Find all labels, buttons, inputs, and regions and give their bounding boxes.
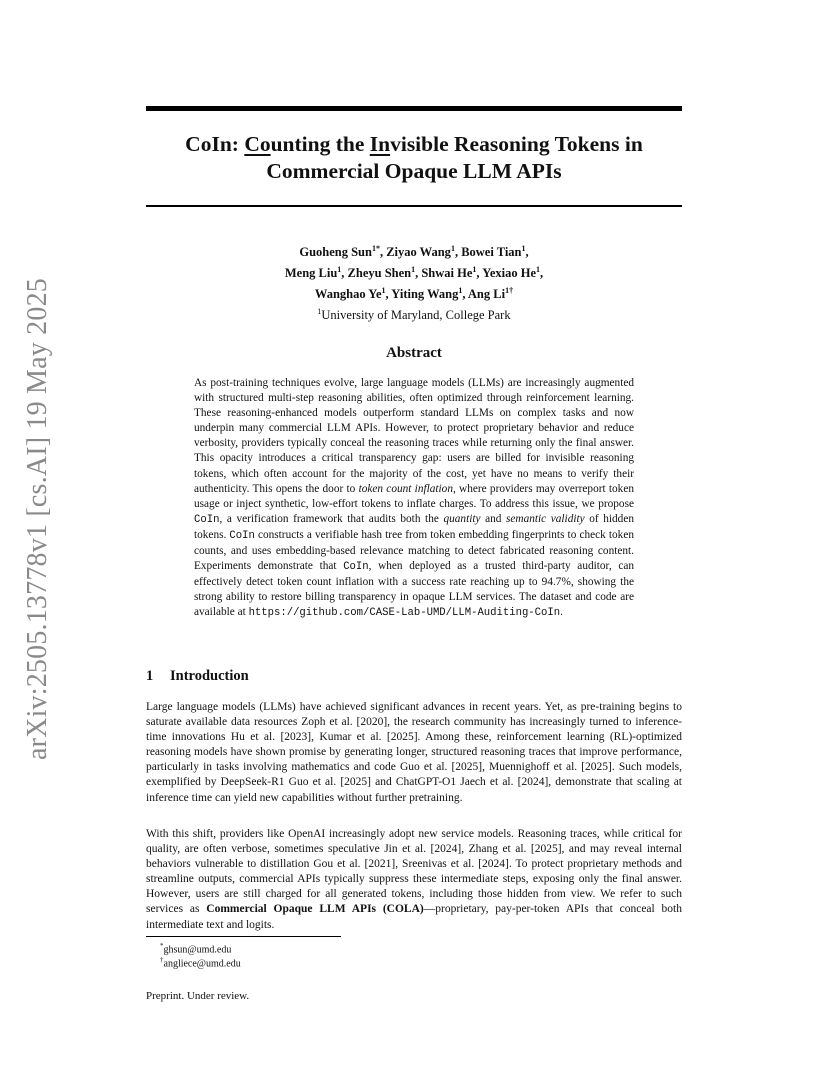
abstract-code: CoIn bbox=[194, 513, 220, 526]
author-separator: , bbox=[385, 287, 392, 302]
abstract-emphasis: quantity bbox=[443, 512, 481, 525]
footnote-rule bbox=[146, 936, 341, 937]
abstract-body bbox=[194, 376, 634, 622]
section-heading-introduction bbox=[146, 668, 249, 685]
title-line-2: Commercial Opaque LLM APIs bbox=[266, 159, 562, 183]
author-separator: , bbox=[476, 266, 483, 281]
dataset-code-link[interactable]: https://github.com/CASE-Lab-UMD/LLM-Auditing-CoIn bbox=[248, 607, 561, 620]
footnote-2 bbox=[160, 954, 241, 970]
author-name: Zheyu Shen bbox=[347, 266, 412, 281]
abstract-emphasis: semantic validity bbox=[506, 512, 585, 525]
affiliation-name: University of Maryland, College Park bbox=[321, 308, 511, 323]
author-affiliation-mark: 1 bbox=[536, 265, 541, 275]
intro-paragraph-1: Large language models (LLMs) have achieved significant advances in recent years. Yet, as pre-training begins to saturate available data resources Zoph et al. [2020], the research community has increasingly turned to inference-time innovations Hu et al. [2023], Kumar et al. [2025]. Among these, reinforcement learning (RL)-optimized reasoning models have shown promise by generating longer, structured reasoning traces that improve performance, particularly in tasks involving mathematics and code Guo et al. [2025], Muennighoff et al. [2025]. Such models, exemplified by DeepSeek-R1 Guo et al. [2025] and ChatGPT-O1 Jaech et al. [2024], demonstrate that scaling at inference time can yield new capabilities without further pretraining. bbox=[146, 701, 682, 804]
author-affiliation-mark: 1 bbox=[411, 265, 416, 275]
author-affiliation-mark: 1 bbox=[337, 265, 342, 275]
author-block bbox=[200, 240, 628, 325]
author-affiliation-mark: 1* bbox=[371, 244, 380, 253]
author-separator: , bbox=[525, 245, 529, 260]
author-name: Shwai He bbox=[421, 266, 473, 281]
abstract-text: , when deployed as a trusted third-party auditor, can effectively detect token count inflation with a success rate reaching up to 94.7%, showing the strong ability to restore billing transparency in opaque LLM services. The dataset and code are available at bbox=[194, 560, 634, 619]
author-name: Bowei Tian bbox=[461, 245, 522, 260]
author-affiliation-mark: 1 bbox=[521, 244, 526, 253]
cola-term: Commercial Opaque LLM APIs (COLA) bbox=[206, 903, 424, 916]
abstract-text: , a verification framework that audits both the bbox=[219, 512, 444, 525]
footnote-email[interactable]: ghsun@umd.edu bbox=[163, 944, 232, 956]
author-name: Meng Liu bbox=[284, 266, 338, 281]
author-separator: , bbox=[454, 245, 462, 260]
abstract-text: . bbox=[560, 606, 563, 619]
title-rule-top bbox=[146, 106, 682, 111]
author-name: Yexiao He bbox=[482, 266, 537, 281]
author-separator: , bbox=[462, 287, 468, 302]
abstract-text: As post-training techniques evolve, large language models (LLMs) are increasingly augmented with structured multi-step reasoning abilities, often optimized through reinforcement learning. These reasoning-enhanced models outperform standard LLMs on complex tasks and now underpin many commercial LLM APIs. However, to protect proprietary behavior and reduce verbosity, providers typically conceal the reasoning traces while returning only the final answer. This opacity introduces a critical transparency gap: users are billed for invisible reasoning tokens, which often account for the majority of the cost, yet have no means to verify their authenticity. This opens the door to bbox=[194, 377, 634, 495]
affiliation-mark: 1 bbox=[317, 307, 322, 317]
abstract-code: CoIn bbox=[229, 529, 255, 542]
intro-paragraph-2 bbox=[146, 827, 682, 933]
preprint-notice: Preprint. Under review. bbox=[146, 990, 250, 1002]
author-separator: , bbox=[341, 266, 348, 281]
title-rule-bottom bbox=[146, 205, 682, 207]
affiliation bbox=[200, 303, 628, 324]
author-affiliation-mark: 1 bbox=[472, 265, 477, 275]
author-name: Guoheng Sun bbox=[299, 245, 372, 260]
author-name: Ang Li bbox=[467, 287, 506, 302]
title-prefix: CoIn: bbox=[185, 132, 245, 156]
author-separator: , bbox=[415, 266, 422, 281]
abstract-emphasis: token count inflation bbox=[358, 482, 453, 495]
footnote-email[interactable]: angliece@umd.edu bbox=[163, 958, 241, 970]
title-line-1 bbox=[146, 131, 682, 158]
author-name: Wanghao Ye bbox=[314, 287, 382, 302]
title-underlined-co: Co bbox=[244, 132, 271, 156]
title-mid: unting the bbox=[270, 132, 370, 156]
paper-page: arXiv:2505.13778v1 [cs.AI] 19 May 2025 CoIn: Counting the Invisible Reasoning Tokens in Commercial Opaque LLM APIs Guoheng Sun$^{1*}$, Ziyao Wang$^1$, Bowei Tian$^1$, Meng Liu$^1$, Zheyu Shen$^1$, Shwai He$^1$, Yexiao He$^1$, Wanghao Ye$^1$, Yiting Wang$^1$, Ang $Li^{1\dagger}$ $^1$University of Maryland, College Park Abstract As post-training techniques evolve, large language models (LLMs) are increasingly augmented with structured multi-step reasoning abilities, often optimized through reinforcement learning. These reasoning-enhanced models outperform standard LLMs on complex tasks and now underpin many commercial LLM APIs. However, to protect proprietary behavior and reduce verbosity, providers typically conceal the reasoning traces while returning only the final answer. This opacity introduces a critical transparency gap: users are billed for invisible reasoning tokens, which often account for the majority of the cost, yet have no means to verify their authenticity. This opens the door to token count inflation, where providers may overreport token usage or inject synthetic, low-effort tokens to inflate charges. To address this issue, we propose CoIn, a verification framework that audits both the quantity and semantic validity of hidden tokens. CoIn constructs a verifiable hash tree from token embedding fingerprints to check token counts, and uses embedding-based relevance matching to detect fabricated reasoning content. Experiments demonstrate that CoIn, when deployed as a trusted third-party auditor, can effectively detect token count inflation with a success rate reaching up to 94.7%, showing the strong ability to restore billing transparency in opaque LLM services. The dataset and code are available at https://github.com/CASE-Lab-UMD/LLM-Auditing-CoIn. 1 Introduction Large language models (LLMs) have achieved significant advances in recent years. Yet, as pre-training begins to saturate available data resources Zoph et al. [2020], the research community has increasingly turned to inference-time innovations Hu et al. [2023], Kumar et al. [2025]. Among these, reinforcement learning (RL)-optimized reasoning models have shown promise by generating longer, structured reasoning traces that improve performance, particularly in tasks involving mathematics and code Guo et al. [2025], Muennighoff et al. [2025]. Such models, exemplified by DeepSeek-R1 Guo et al. [2025] and ChatGPT-O1 Jaech et al. [2024], demonstrate that scaling at inference time can yield new capabilities without further pretraining. With this shift, providers like OpenAI increasingly adopt new service models. Reasoning traces, while critical for quality, are often verbose, sometimes speculative Jin et al. [2024], Zhang et al. [2025], and may reveal internal behaviors vulnerable to distillation Gou et al. [2021], Sreenivas et al. [2024]. To protect proprietary methods and streamline outputs, commercial APIs typically suppress these intermediate steps, exposing only the final answer. However, users are still charged for all generated tokens, including those hidden from view. We refer to such services as Commercial Opaque LLM APIs (COLA)—proprietary, pay-per-token APIs that conceal both intermediate text and logits. *ghsun@umd.edu †angliece@umd.edu Preprint. Under review. bbox=[0, 0, 828, 1072]
author-affiliation-mark: 1 bbox=[450, 244, 455, 253]
author-affiliation-mark: 1 bbox=[458, 286, 463, 296]
abstract-text: of hidden tokens. bbox=[194, 512, 634, 541]
paper-title bbox=[146, 131, 682, 185]
author-name: Ziyao Wang bbox=[386, 245, 451, 260]
author-affiliation-mark: 1 bbox=[381, 286, 386, 296]
abstract-text: constructs a verifiable hash tree from token embedding fingerprints to check token counts, and uses embedding-based relevance matching to detect fabricated reasoning content. Experiments demonstrate that bbox=[194, 528, 634, 573]
abstract-heading: Abstract bbox=[386, 345, 442, 361]
title-suffix: visible Reasoning Tokens in bbox=[390, 132, 643, 156]
author-separator: , bbox=[379, 245, 387, 260]
paragraph-text: With this shift, providers like OpenAI increasingly adopt new service models. Reasoning traces, while critical for quality, are often verbose, sometimes speculative Jin et al. [2024], Zhang et al. [2025], and may reveal internal behaviors vulnerable to distillation Gou et al. [2021], Sreenivas et al. [2024]. To protect proprietary methods and streamline outputs, commercial APIs typically suppress these intermediate steps, exposing only the final answer. However, users are still charged for all generated tokens, including those hidden from view. We refer to such services as bbox=[146, 828, 682, 916]
author-line bbox=[200, 240, 628, 261]
author-separator: , bbox=[540, 266, 544, 281]
footnote-mark: * bbox=[160, 942, 164, 950]
section-number: 1 bbox=[146, 668, 154, 684]
author-affiliation-mark: 1† bbox=[505, 286, 514, 296]
footnote-mark: † bbox=[160, 956, 164, 964]
section-title: Introduction bbox=[170, 668, 249, 684]
title-underlined-in: In bbox=[369, 132, 391, 156]
author-line bbox=[200, 261, 628, 282]
author-name: Yiting Wang bbox=[391, 287, 459, 302]
author-line bbox=[200, 282, 628, 303]
abstract-text: , where providers may overreport token usage or inject synthetic, low-effort tokens to inflate charges. To address this issue, we propose bbox=[194, 482, 634, 510]
paragraph-text: —proprietary, pay-per-token APIs that conceal both intermediate text and logits. bbox=[146, 903, 683, 931]
abstract-text: and bbox=[480, 512, 506, 525]
abstract-code: CoIn bbox=[343, 561, 369, 574]
